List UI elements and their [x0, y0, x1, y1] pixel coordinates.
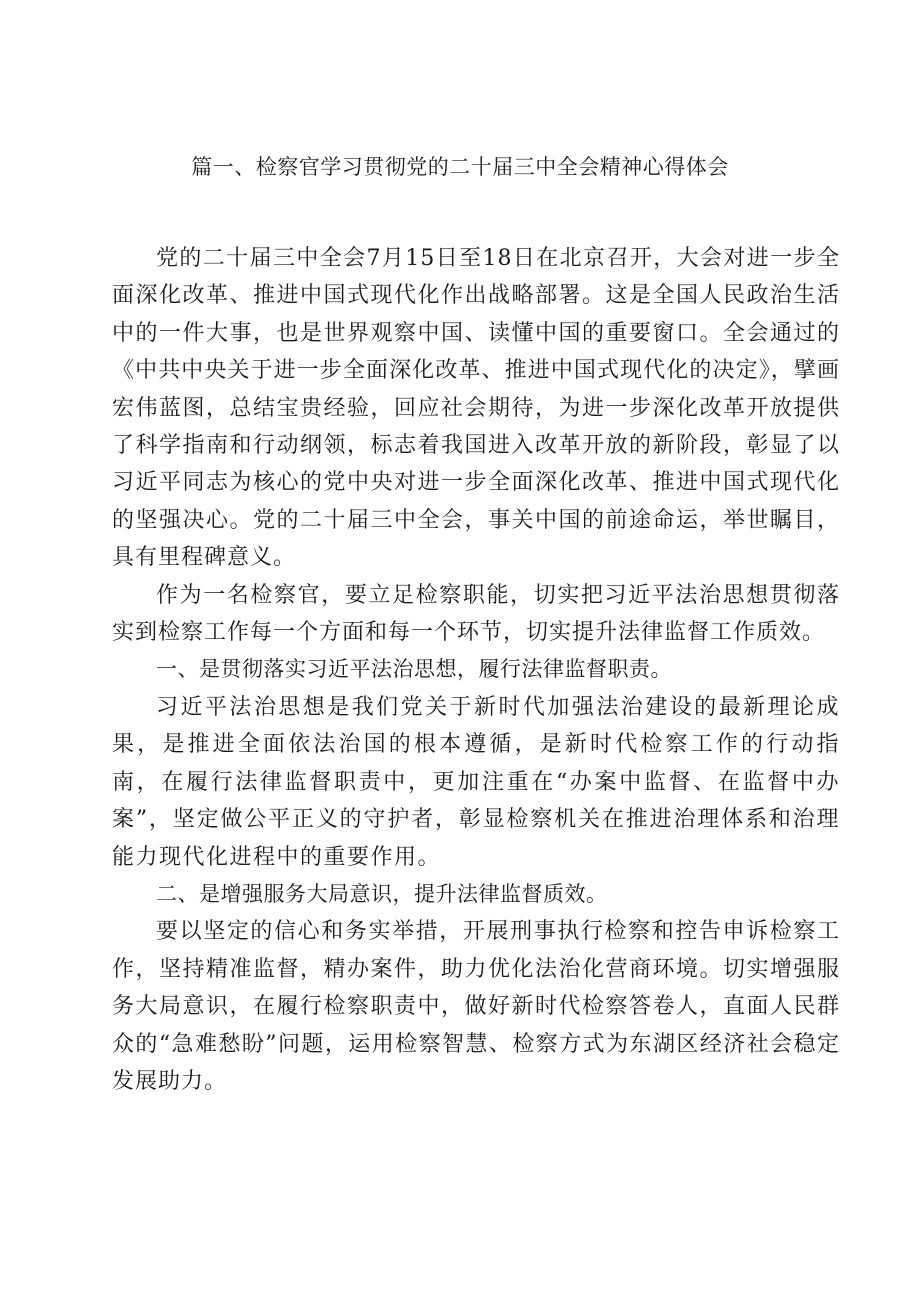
- section-2-heading: 二、是增强服务大局意识，提升法律监督质效。: [156, 881, 608, 906]
- section-1-paragraph: 习近平法治思想是我们党关于新时代加强法治建设的最新理论成果，是推进全面依法治国的根本遵循，是新时代检察工作的行动指南，在履行法律监督职责中，更加注重在“办案中监督、在监督中办案”，坚定做公平正义的守护者，彰显检察机关在推进治理体系和治理能力现代化进程中的重要作用。: [112, 694, 840, 870]
- section-1-heading: 一、是贯彻落实习近平法治思想，履行法律监督职责。: [156, 657, 672, 682]
- intro-paragraph: 党的二十届三中全会7月15日至18日在北京召开，大会对进一步全面深化改革、推进中国式现代化作出战略部署。这是全国人民政治生活中的一件大事，也是世界观察中国、读懂中国的重要窗口。全会通过的《中共中央关于进一步全面深化改革、推进中国式现代化的决定》，擘画宏伟蓝图，总结宝贵经验，回应社会期待，为进一步深化改革开放提供了科学指南和行动纲领，标志着我国进入改革开放的新阶段，彰显了以习近平同志为核心的党中央对进一步全面深化改革、推进中国式现代化的坚强决心。党的二十届三中全会，事关中国的前途命运，举世瞩目，具有里程碑意义。: [112, 246, 840, 571]
- document-body: [112, 240, 840, 1100]
- document-title: 篇一、检察官学习贯彻党的二十届三中全会精神心得体会: [191, 155, 729, 179]
- section-2-paragraph: 要以坚定的信心和务实举措，开展刑事执行检察和控告申诉检察工作，坚持精准监督，精办案件，助力优化法治化营商环境。切实增强服务大局意识，在履行检察职责中，做好新时代检察答卷人，直面人民群众的“急难愁盼”问题，运用检察智慧、检察方式为东湖区经济社会稳定发展助力。: [112, 919, 840, 1094]
- role-paragraph: 作为一名检察官，要立足检察职能，切实把习近平法治思想贯彻落实到检察工作每一个方面和每一个环节，切实提升法律监督工作质效。: [112, 582, 840, 646]
